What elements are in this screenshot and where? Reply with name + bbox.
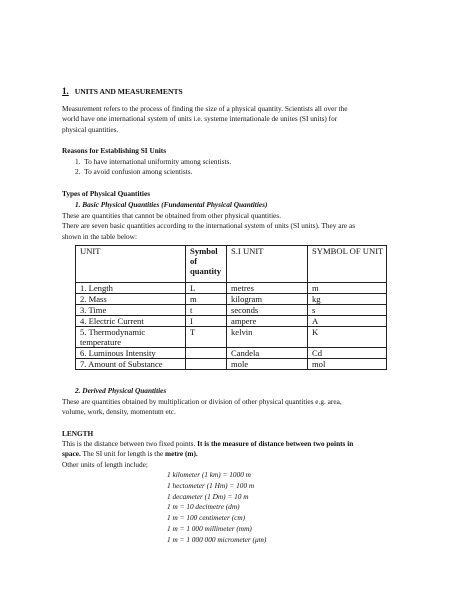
table-cell: Cd: [308, 348, 387, 359]
basic-quantities-title: 1. Basic Physical Quantities (Fundamental Physical Quantities): [75, 200, 268, 209]
intro-paragraph: [62, 104, 347, 135]
table-cell: kelvin: [227, 327, 308, 348]
length-conversions: [167, 470, 266, 546]
list-text: To avoid confusion among scientists.: [84, 167, 193, 177]
conversion-line: 1 m = 10 decimetre (dm): [167, 502, 240, 512]
table-cell: K: [308, 327, 387, 348]
table-cell: 4. Electric Current: [76, 316, 186, 327]
table-cell: t: [186, 305, 227, 316]
table-cell: I: [186, 316, 227, 327]
table-cell: 6. Luminous Intensity: [76, 348, 186, 359]
table-cell: [186, 359, 227, 370]
table-cell: 7. Amount of Substance: [76, 359, 186, 370]
description-line: There are seven basic quantities according to the international system of units (SI units). They are as: [62, 221, 356, 231]
table-cell: Candela: [227, 348, 308, 359]
units-table: [75, 245, 387, 370]
table-cell: [186, 348, 227, 359]
reasons-list: [75, 157, 231, 178]
table-cell: 2. Mass: [76, 294, 186, 305]
table-cell: seconds: [227, 305, 308, 316]
table-cell: m: [308, 283, 387, 294]
reasons-title: Reasons for Establishing SI Units: [62, 146, 167, 155]
table-cell: m: [186, 294, 227, 305]
conversion-line: 1 m = 1 000 millimeter (mm): [167, 523, 252, 533]
bold-text: It is the measure of distance between two points in: [197, 439, 354, 448]
derived-quantities-description: [62, 397, 342, 418]
header-cell: SYMBOL OF UNIT: [308, 246, 387, 283]
table-header-row: [76, 246, 387, 283]
table-cell: kilogram: [227, 294, 308, 305]
table-cell: ampere: [227, 316, 308, 327]
description-line: These are quantities obtained by multiplication or division of other physical quantities e.g. area,: [62, 397, 342, 406]
list-number: 1.: [75, 157, 81, 166]
table-cell: 3. Time: [76, 305, 186, 316]
table-cell: 5. Thermodynamic temperature: [76, 327, 186, 348]
paragraph-line: [62, 439, 353, 449]
table-cell: metres: [227, 283, 308, 294]
intro-line: physical quantities.: [62, 124, 119, 134]
section-heading: [62, 86, 183, 96]
intro-line: world have one international system of units i.e. systeme internationale de unites (SI units) for: [62, 114, 338, 124]
table-cell: A: [308, 316, 387, 327]
paragraph-line: [62, 449, 353, 459]
types-title: Types of Physical Quantities: [62, 189, 151, 198]
list-text: To have international uniformity among scientists.: [84, 157, 232, 166]
list-item: [75, 167, 231, 177]
length-title: LENGTH: [62, 429, 94, 438]
heading-number: 1.: [62, 86, 69, 96]
table-cell: L: [186, 283, 227, 294]
table-row: [76, 294, 387, 305]
bold-text: space.: [62, 449, 81, 459]
table-row: [76, 327, 387, 348]
conversion-line: 1 hectometer (1 Hm) = 100 m: [167, 480, 255, 490]
plain-text: This is the distance between two fixed points.: [62, 439, 198, 448]
table-row: [76, 348, 387, 359]
table-row: [76, 283, 387, 294]
table-row: [76, 359, 387, 370]
list-number: 2.: [75, 167, 81, 177]
description-line: shown in the table below:: [62, 231, 137, 241]
conversion-line: 1 kilometer (1 km) = 1000 m: [167, 470, 251, 479]
table-cell: mole: [227, 359, 308, 370]
table-row: [76, 316, 387, 327]
basic-quantities-description: [62, 211, 355, 242]
header-cell: S.I UNIT: [227, 246, 308, 283]
description-line: These are quantities that cannot be obtained from other physical quantities.: [62, 211, 282, 220]
table-cell: mol: [308, 359, 387, 370]
intro-line: Measurement refers to the process of finding the size of a physical quantity. Scientists all over the: [62, 104, 348, 113]
table-cell: 1. Length: [76, 283, 186, 294]
table-cell: kg: [308, 294, 387, 305]
heading-title: UNITS AND MEASUREMENTS: [74, 87, 183, 96]
plain-text: The SI unit for length is the: [80, 449, 166, 459]
conversion-line: 1 decameter (1 Dm) = 10 m: [167, 491, 249, 501]
bold-text: metre (m).: [165, 449, 198, 459]
header-cell: UNIT: [76, 246, 186, 283]
description-line: volume, work, density, momentum etc.: [62, 407, 176, 417]
list-item: [75, 157, 231, 167]
length-paragraph: [62, 439, 353, 470]
derived-quantities-title: 2. Derived Physical Quantities: [75, 386, 167, 395]
table-row: [76, 305, 387, 316]
header-cell: Symbol of quantity: [186, 246, 227, 283]
paragraph-line: Other units of length include;: [62, 459, 148, 469]
conversion-line: 1 m = 1 000 000 micrometer (μm): [167, 534, 267, 544]
conversion-line: 1 m = 100 centimeter (cm): [167, 513, 246, 523]
table-cell: T: [186, 327, 227, 348]
table-cell: s: [308, 305, 387, 316]
